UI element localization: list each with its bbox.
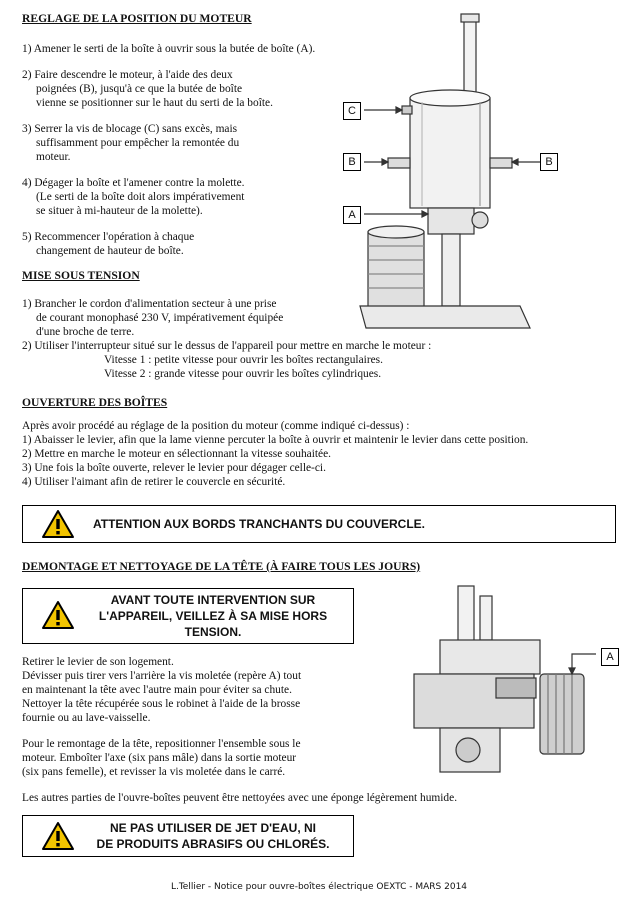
step-line: 1) Brancher le cordon d'alimentation secteur à une prise bbox=[22, 298, 277, 310]
head-figure bbox=[400, 582, 600, 782]
step-line: se situer à mi-hauteur de la molette). bbox=[36, 205, 203, 217]
text-line: en maintenant la tête avec l'autre main pour éviter sa chute. bbox=[22, 684, 292, 696]
warning-text: ATTENTION AUX BORDS TRANCHANTS DU COUVERCLE. bbox=[93, 517, 425, 531]
step-line: 2) Faire descendre le moteur, à l'aide des deux bbox=[22, 69, 233, 81]
section-title-ouverture: OUVERTURE DES BOÎTES bbox=[22, 396, 168, 409]
step-line: d'une broche de terre. bbox=[36, 326, 135, 338]
step-line: suffisamment pour empêcher la remontée du bbox=[36, 137, 240, 149]
tension-steps bbox=[22, 297, 431, 381]
step-line: moteur. bbox=[36, 151, 71, 163]
label-b-right: B bbox=[540, 153, 558, 171]
section-title-tension: MISE SOUS TENSION bbox=[22, 269, 140, 282]
step-line: poignées (B), jusqu'à ce que la butée de boîte bbox=[36, 83, 243, 95]
section-title-reglage: REGLAGE DE LA POSITION DU MOTEUR bbox=[22, 12, 252, 25]
demontage-text bbox=[22, 655, 457, 805]
text-line: Dévisser puis tirer vers l'arrière la vis moletée (repère A) tout bbox=[22, 670, 302, 682]
step-line: 2) Mettre en marche le moteur en sélectionnant la vitesse souhaitée. bbox=[22, 448, 332, 460]
step-line: Après avoir procédé au réglage de la position du moteur (comme indiqué ci-dessus) : bbox=[22, 420, 410, 432]
speed-line: Vitesse 1 : petite vitesse pour ouvrir les boîtes rectangulaires. bbox=[104, 354, 383, 366]
text-line: Pour le remontage de la tête, repositionner l'ensemble sous le bbox=[22, 738, 301, 750]
step-line: (Le serti de la boîte doit alors impérativement bbox=[36, 191, 245, 203]
warning-box-tranchants bbox=[22, 505, 616, 543]
warning-triangle-icon bbox=[41, 509, 75, 539]
step-line: 4) Utiliser l'aimant afin de retirer le couvercle en sécurité. bbox=[22, 476, 286, 488]
speed-line: Vitesse 2 : grande vitesse pour ouvrir les boîtes cylindriques. bbox=[104, 368, 382, 380]
warning-triangle-icon bbox=[41, 600, 75, 630]
page-footer: L.Tellier - Notice pour ouvre-boîtes électrique OEXTC - MARS 2014 bbox=[170, 882, 468, 892]
step-line: 1) Amener le serti de la boîte à ouvrir sous la butée de boîte (A). bbox=[22, 43, 316, 55]
step-line: de courant monophasé 230 V, impérativement équipée bbox=[36, 312, 284, 324]
warning-line: TENSION. bbox=[184, 625, 242, 639]
warning-line: AVANT TOUTE INTERVENTION SUR bbox=[110, 593, 316, 607]
warning-triangle-icon bbox=[41, 821, 75, 851]
label-b-left: B bbox=[343, 153, 361, 171]
step-line: vienne se positionner sur le haut du serti de la boîte. bbox=[36, 97, 273, 109]
step-line: changement de hauteur de boîte. bbox=[36, 245, 184, 257]
step-line: 3) Serrer la vis de blocage (C) sans excès, mais bbox=[22, 123, 238, 135]
text-line: moteur. Emboîter l'axe (six pans mâle) dans la sortie moteur bbox=[22, 752, 297, 764]
warning-line: L'APPAREIL, VEILLEZ À SA MISE HORS bbox=[98, 609, 328, 623]
label-a: A bbox=[343, 206, 361, 224]
label-a-head: A bbox=[601, 648, 619, 666]
text-line: (six pans femelle), et revisser la vis moletée dans le carré. bbox=[22, 766, 286, 778]
ouverture-steps bbox=[22, 419, 528, 489]
text-line: Retirer le levier de son logement. bbox=[22, 656, 174, 668]
step-line: 2) Utiliser l'interrupteur situé sur le dessus de l'appareil pour mettre en marche le moteur : bbox=[22, 340, 432, 352]
warning-box-jet-eau bbox=[22, 815, 354, 857]
step-line: 4) Dégager la boîte et l'amener contre la molette. bbox=[22, 177, 245, 189]
step-line: 1) Abaisser le levier, afin que la lame vienne percuter la boîte à ouvrir et maintenir le levier dans cette position. bbox=[22, 434, 529, 446]
can-opener-figure bbox=[330, 10, 600, 340]
text-line: Les autres parties de l'ouvre-boîtes peuvent être nettoyées avec une éponge légèrement humide. bbox=[22, 792, 458, 804]
reglage-steps bbox=[22, 42, 315, 258]
step-line: 3) Une fois la boîte ouverte, relever le levier pour dégager celle-ci. bbox=[22, 462, 326, 474]
warning-line: DE PRODUITS ABRASIFS OU CHLORÉS. bbox=[96, 837, 330, 851]
warning-text bbox=[81, 820, 345, 852]
label-c: C bbox=[343, 102, 361, 120]
section-title-demontage: DEMONTAGE ET NETTOYAGE DE LA TÊTE (À FAIRE TOUS LES JOURS) bbox=[22, 560, 421, 573]
warning-box-tension bbox=[22, 588, 354, 644]
text-line: fournie ou au lave-vaisselle. bbox=[22, 712, 151, 724]
step-line: 5) Recommencer l'opération à chaque bbox=[22, 231, 195, 243]
text-line: Nettoyer la tête récupérée sous le robinet à l'aide de la brosse bbox=[22, 698, 301, 710]
warning-line: NE PAS UTILISER DE JET D'EAU, NI bbox=[110, 821, 316, 835]
warning-text bbox=[81, 592, 345, 640]
